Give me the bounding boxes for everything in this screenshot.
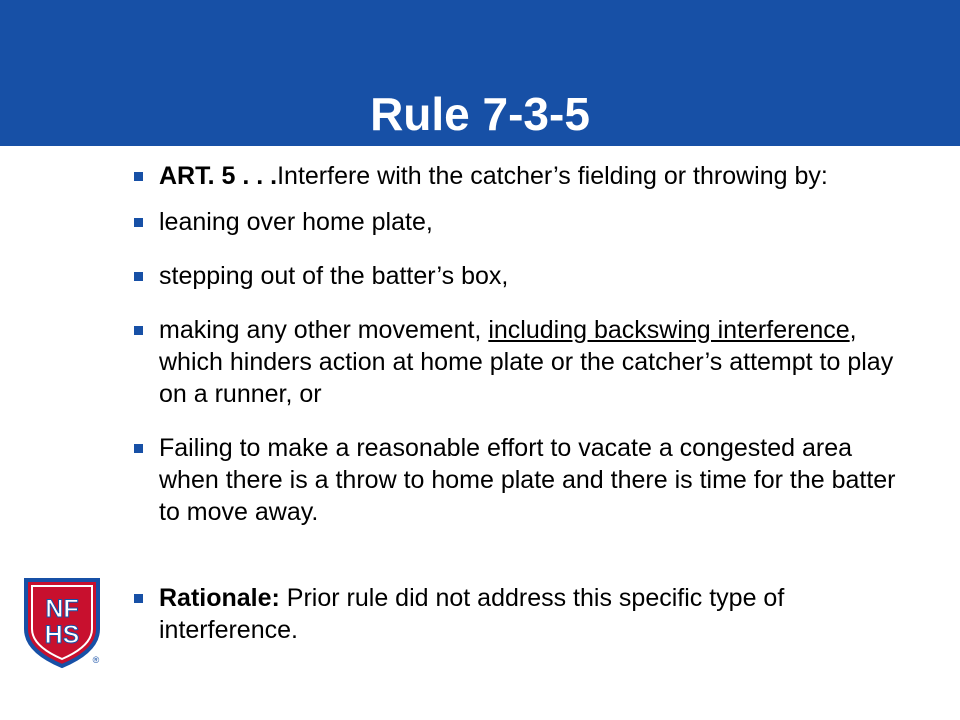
- svg-text:NF: NF: [45, 595, 79, 623]
- nfhs-logo: [22, 577, 102, 669]
- list-item: [128, 260, 918, 292]
- item-text: Interfere with the catcher’s fielding or throwing by:: [277, 162, 828, 190]
- article-label: ART. 5 . . .: [159, 162, 278, 190]
- list-item: [128, 432, 918, 528]
- list-item: [128, 206, 918, 238]
- svg-text:®: ®: [92, 655, 100, 665]
- bullet-icon: [134, 594, 143, 603]
- bullet-icon: [134, 444, 143, 453]
- list-item: [128, 582, 918, 646]
- underlined-phrase: including backswing interference: [488, 316, 850, 344]
- item-text: making any other movement,: [159, 316, 489, 344]
- list-item: [128, 160, 918, 192]
- list-item: [128, 314, 918, 410]
- bullet-icon: [134, 272, 143, 281]
- item-text: Prior rule did not address this specific type of interference.: [159, 584, 785, 644]
- bullet-icon: [134, 218, 143, 227]
- bullet-list: [128, 160, 918, 646]
- svg-text:HS: HS: [44, 621, 80, 649]
- item-text: stepping out of the batter’s box,: [159, 262, 509, 290]
- slide-title: Rule 7-3-5: [370, 88, 590, 140]
- item-text: , which hinders action at home plate or the catcher’s attempt to play on a runner, or: [159, 316, 894, 408]
- bullet-icon: [134, 172, 143, 181]
- item-text: leaning over home plate,: [159, 208, 433, 236]
- bullet-icon: [134, 326, 143, 335]
- item-text: Failing to make a reasonable effort to vacate a congested area when there is a throw to home plate and there is time for the batter to move away.: [159, 434, 896, 526]
- rationale-label: Rationale:: [159, 584, 280, 612]
